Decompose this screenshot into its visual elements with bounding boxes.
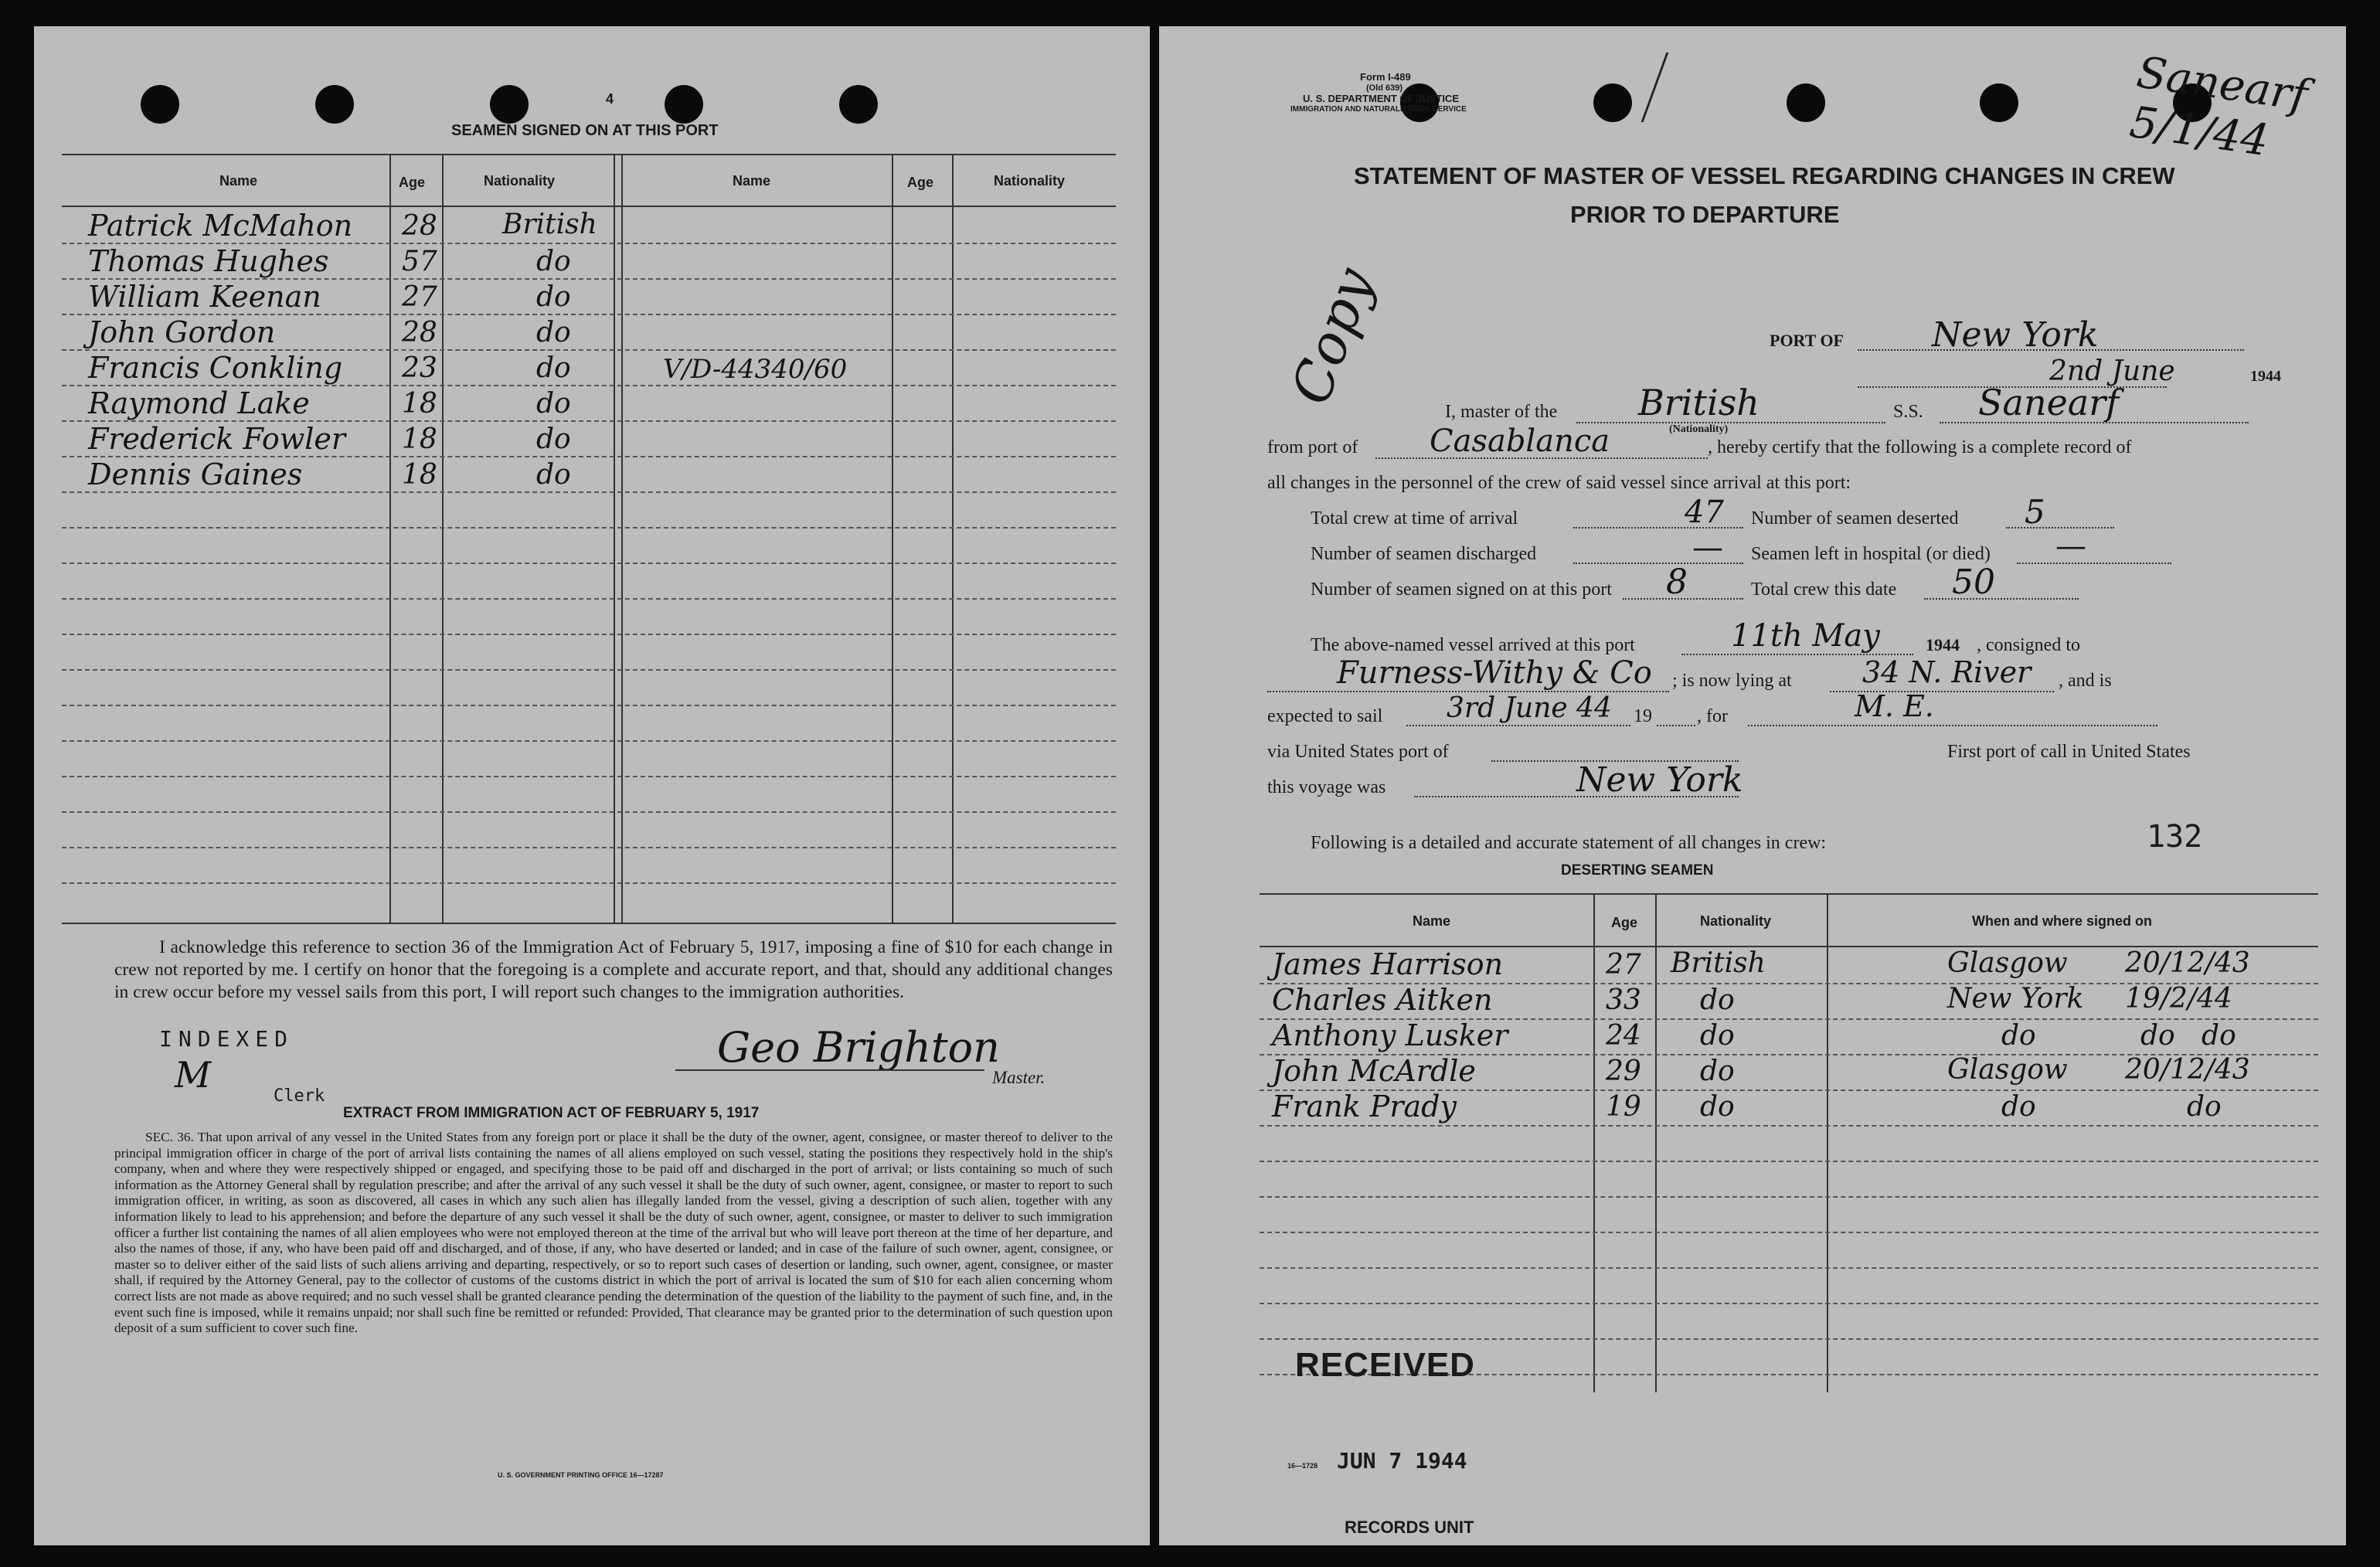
- seaman-age: 23: [402, 352, 437, 384]
- deserter-name: John McArdle: [1272, 1054, 1476, 1088]
- from-port-label: from port of: [1267, 437, 1358, 457]
- right-page: [1159, 26, 2346, 1545]
- seaman-name: William Keenan: [88, 280, 321, 314]
- seaman-name: Francis Conkling: [88, 351, 343, 385]
- arrived-value: 11th May: [1731, 618, 1880, 654]
- deserter-name: James Harrison: [1272, 947, 1504, 981]
- discharged-label: Number of seamen discharged: [1311, 544, 1537, 564]
- deserter-name: Frank Prady: [1272, 1089, 1457, 1123]
- arrived-year: 1944: [1926, 635, 1960, 654]
- ship-name: Sanearf: [1978, 382, 2120, 423]
- seaman-age: 28: [402, 210, 437, 242]
- stamp-number: 132: [2147, 819, 2203, 855]
- hospital-value: —: [2055, 529, 2086, 564]
- ruled-line: [1260, 1338, 2318, 1340]
- ruled-line: [62, 634, 1116, 635]
- deserter-age: 19: [1606, 1091, 1641, 1123]
- total-crew-arrival-label: Total crew at time of arrival: [1311, 508, 1518, 529]
- ruled-line: [1260, 1267, 2318, 1269]
- form-title-line2: PRIOR TO DEPARTURE: [1570, 201, 1840, 228]
- deserter-nationality: do: [1700, 1055, 1735, 1087]
- lying-value: 34 N. River: [1862, 655, 2032, 689]
- deserted-value: 5: [2025, 493, 2045, 531]
- seaman-name: Dennis Gaines: [88, 457, 303, 491]
- first-port-label: First port of call in United States: [1947, 742, 2191, 762]
- voyage-label: this voyage was: [1267, 777, 1386, 797]
- table-row: [88, 278, 1093, 314]
- deserter-signed-date: do do: [2140, 1020, 2236, 1052]
- deserter-age: 29: [1606, 1055, 1641, 1087]
- via-label: via United States port of: [1267, 742, 1449, 762]
- master-signature: Geo Brighton: [717, 1023, 1000, 1072]
- table-row: [88, 349, 1093, 385]
- received-prefix: 16—1728: [1287, 1462, 1318, 1470]
- seaman-nationality: British: [502, 209, 597, 240]
- deserter-signed-place: do: [2001, 1020, 2036, 1052]
- printing-office-note: U. S. GOVERNMENT PRINTING OFFICE 16—17287: [498, 1471, 664, 1479]
- punch-hole: [141, 85, 179, 124]
- seaman-name: Patrick McMahon: [88, 209, 353, 243]
- port-of-value: New York: [1932, 315, 2099, 355]
- ruled-line: [62, 847, 1116, 848]
- seaman-nationality: do: [536, 317, 571, 348]
- year-prefix: 19: [1634, 706, 1652, 726]
- deserter-signed-place: Glasgow: [1947, 1054, 2068, 1086]
- extract-text: SEC. 36. That upon arrival of any vessel in the United States from any foreign port or place it shall be the duty of the owner, agent, consignee, or master thereof to deliver to the principal immigration officer in charge of the port of arrival lists containing the names of all aliens employed on such vessel, stating the positions they respectively hold in the ship's company, when and where they were respectively shipped or engaged, and specifying those to be paid off and discharged in the port of arrival; or lists containing so much of such information as the Attorney General shall by regulation prescribe; and after the arrival of any such vessel it shall be the duty of such owner, agent, consignee, or master to report to such immigration officer, in writing, as soon as discovered, all cases in which any such alien has illegally landed from the vessel, giving a description of such alien, together with any information likely to lead to his apprehension; and before the departure of any such vessel it shall be the duty of such owner, agent, consignee, or master to deliver to such immigration officer a further list containing the names of all alien employees who were not employed thereon at the time of the arrival but who will leave port thereon at the time of her departure, and also the names of those, if any, who have been paid off and discharged, and of those, if any, who have deserted or landed; and in case of the failure of such owner, agent, consignee, or master so to deliver either of the said lists of such aliens arriving and departing, respectively, or so to report such cases of desertion or landing, such owner, agent, consignee, or master shall, if required by the Attorney General, pay to the collector of customs of the customs district in which the port of arrival is located the sum of $10 for each alien concerning whom correct lists are not made as above required; and no such vessel shall be granted clearance pending the determination of the question of the liability to the payment of such fine, and, in the event such fine is imposed, while it remains unpaid; nor shall such fine be remitted or refunded: Provided, That clearance may be granted prior to the determination of such question upon deposit of a sum sufficient to cover such fine.: [114, 1130, 1113, 1336]
- left-page: [34, 26, 1150, 1545]
- department-name: U. S. DEPARTMENT OF JUSTICE: [1303, 93, 1459, 104]
- seaman-nationality: do: [536, 459, 571, 491]
- seaman-name: Frederick Fowler: [88, 422, 346, 456]
- records-unit-stamp: RECORDS UNIT: [1345, 1518, 1474, 1537]
- seaman-age: 57: [402, 246, 437, 277]
- deserting-header-signed-on: When and where signed on: [1972, 913, 2153, 929]
- for-value: M. E.: [1855, 689, 1934, 723]
- total-date-label: Total crew this date: [1751, 580, 1897, 600]
- deserter-signed-date: 20/12/43: [2125, 1054, 2250, 1086]
- port-of-label: PORT OF: [1770, 331, 1844, 350]
- indexed-stamp: INDEXED: [159, 1026, 294, 1052]
- left-page-title: SEAMEN SIGNED ON AT THIS PORT: [451, 122, 719, 139]
- deserter-age: 27: [1606, 949, 1641, 981]
- arrived-label: The above-named vessel arrived at this port: [1311, 635, 1635, 655]
- ruled-line: [62, 563, 1116, 564]
- table-row: [1260, 1054, 2318, 1089]
- column-header-name: Name: [219, 173, 258, 189]
- column-header-nationality: Nationality: [484, 173, 556, 189]
- seaman-age: 18: [402, 459, 437, 491]
- ruled-line: [62, 776, 1116, 777]
- deserter-signed-place: New York: [1947, 983, 2084, 1015]
- date-value: 2nd June: [2049, 355, 2175, 387]
- changes-text: all changes in the personnel of the crew of said vessel since arrival at this port:: [1267, 473, 1851, 493]
- seaman-nationality: do: [536, 281, 571, 313]
- table-row: [88, 314, 1093, 349]
- consignee-value: Furness-Withy & Co: [1337, 655, 1652, 691]
- table-row: [88, 207, 1093, 243]
- deserter-name: Anthony Lusker: [1272, 1018, 1508, 1052]
- form-old-number: (Old 639): [1366, 83, 1403, 93]
- seaman-name: Thomas Hughes: [88, 244, 329, 278]
- punch-hole: [490, 85, 529, 124]
- copy-mark: Copy: [1278, 260, 1386, 413]
- deserter-nationality: do: [1700, 984, 1735, 1016]
- ruled-line: [62, 740, 1116, 742]
- deserter-signed-date: 19/2/44: [2125, 983, 2232, 1015]
- seaman-name: Raymond Lake: [88, 386, 310, 420]
- deserter-signed-date: 20/12/43: [2125, 947, 2250, 979]
- indexed-initial: M: [175, 1054, 212, 1096]
- table-row: [88, 456, 1093, 491]
- ruled-line: [62, 882, 1116, 884]
- lying-label: ; is now lying at: [1672, 671, 1792, 691]
- vessel-nationality: British: [1638, 382, 1760, 423]
- service-name: IMMIGRATION AND NATURALIZATION SERVICE: [1290, 105, 1467, 114]
- table-row: [88, 385, 1093, 420]
- deserter-nationality: British: [1671, 947, 1766, 979]
- table-row: [1260, 947, 2318, 983]
- table-row: [1260, 1018, 2318, 1054]
- master-label: Master.: [992, 1068, 1046, 1087]
- punch-hole: [1980, 83, 2018, 122]
- acknowledgement-text: I acknowledge this reference to section 36 of the Immigration Act of February 5, 1917, imposing a fine of $10 for each change in crew not reported by me. I certify on honor that the foregoing is a complete and accurate report, and that, should any additional changes in crew occur before my vessel sails from this port, I will report such changes to the immigration authorities.: [114, 937, 1113, 1002]
- clerk-label: Clerk: [274, 1086, 325, 1106]
- table-row: [1260, 1089, 2318, 1125]
- corner-handwritten-note: Sanearf 5/1/44: [2127, 47, 2311, 167]
- ruled-line: [1260, 1303, 2318, 1304]
- nationality-caption: (Nationality): [1669, 423, 1729, 435]
- ruled-line: [1260, 1196, 2318, 1198]
- column-header-age: Age: [907, 175, 934, 190]
- extract-title: EXTRACT FROM IMMIGRATION ACT OF FEBRUARY 5, 1917: [343, 1105, 760, 1121]
- visa-note: V/D-44340/60: [663, 354, 848, 385]
- seaman-nationality: do: [536, 423, 571, 455]
- deserter-name: Charles Aitken: [1272, 983, 1493, 1017]
- form-title-line1: STATEMENT OF MASTER OF VESSEL REGARDING CHANGES IN CREW: [1354, 162, 2175, 189]
- punch-hole: [315, 85, 354, 124]
- column-header-nationality: Nationality: [994, 173, 1066, 189]
- ruled-line: [62, 527, 1116, 529]
- seaman-nationality: do: [536, 388, 571, 420]
- ss-label: S.S.: [1893, 402, 1923, 422]
- table-row: [1260, 983, 2318, 1018]
- table-row: [88, 243, 1093, 278]
- form-number: Form I-489: [1360, 71, 1411, 83]
- ruled-line: [62, 491, 1116, 493]
- seaman-age: 18: [402, 423, 437, 455]
- received-date: JUN 7 1944: [1337, 1448, 1467, 1474]
- seaman-age: 18: [402, 388, 437, 420]
- page-number: 4: [606, 91, 614, 107]
- following-text: Following is a detailed and accurate statement of all changes in crew:: [1311, 833, 1827, 853]
- punch-hole: [665, 85, 703, 124]
- ruled-line: [62, 811, 1116, 813]
- deserter-age: 24: [1606, 1020, 1641, 1052]
- total-crew-arrival-value: 47: [1685, 495, 1724, 530]
- deserter-signed-date: do: [2187, 1091, 2222, 1123]
- signed-on-value: 8: [1666, 563, 1688, 602]
- deserter-signed-place: do: [2001, 1091, 2036, 1123]
- column-header-age: Age: [399, 175, 426, 190]
- consigned-label: , consigned to: [1977, 635, 2080, 655]
- ruled-line: [62, 669, 1116, 671]
- seaman-nationality: do: [536, 352, 571, 384]
- deserting-header-name: Name: [1413, 913, 1451, 929]
- deserter-nationality: do: [1700, 1091, 1735, 1123]
- deserting-title: DESERTING SEAMEN: [1561, 862, 1714, 879]
- deserter-age: 33: [1606, 984, 1641, 1016]
- ruled-line: [62, 598, 1116, 600]
- deserter-signed-place: Glasgow: [1947, 947, 2068, 979]
- total-date-value: 50: [1952, 563, 1995, 602]
- punch-hole: [839, 85, 878, 124]
- hospital-label: Seamen left in hospital (or died): [1751, 544, 1991, 564]
- deserter-nationality: do: [1700, 1020, 1735, 1052]
- for-label: , for: [1697, 706, 1728, 726]
- signed-on-label: Number of seamen signed on at this port: [1311, 580, 1612, 600]
- column-header-name: Name: [733, 173, 771, 189]
- deserting-header-nationality: Nationality: [1700, 913, 1772, 929]
- expected-value: 3rd June 44: [1447, 692, 1612, 724]
- seaman-age: 27: [402, 281, 437, 313]
- ruled-line: [1260, 1161, 2318, 1162]
- punch-hole: [1787, 83, 1825, 122]
- seaman-nationality: do: [536, 246, 571, 277]
- seaman-age: 28: [402, 317, 437, 348]
- from-port-value: Casablanca: [1430, 423, 1610, 459]
- deserted-label: Number of seamen deserted: [1751, 508, 1959, 529]
- seaman-name: John Gordon: [88, 315, 276, 349]
- certify-text: , hereby certify that the following is a complete record of: [1708, 437, 2132, 457]
- expected-label: expected to sail: [1267, 706, 1383, 726]
- ruled-line: [1260, 1232, 2318, 1233]
- voyage-value: New York: [1576, 760, 1743, 800]
- table-row: [88, 420, 1093, 456]
- master-of-label: I, master of the: [1445, 402, 1558, 422]
- and-is-label: , and is: [2059, 671, 2112, 691]
- ruled-line: [1260, 1125, 2318, 1127]
- date-year: 1944: [2250, 368, 2281, 385]
- deserting-header-age: Age: [1611, 915, 1638, 930]
- received-stamp: RECEIVED: [1295, 1346, 1475, 1384]
- discharged-value: —: [1692, 530, 1723, 566]
- ruled-line: [62, 705, 1116, 706]
